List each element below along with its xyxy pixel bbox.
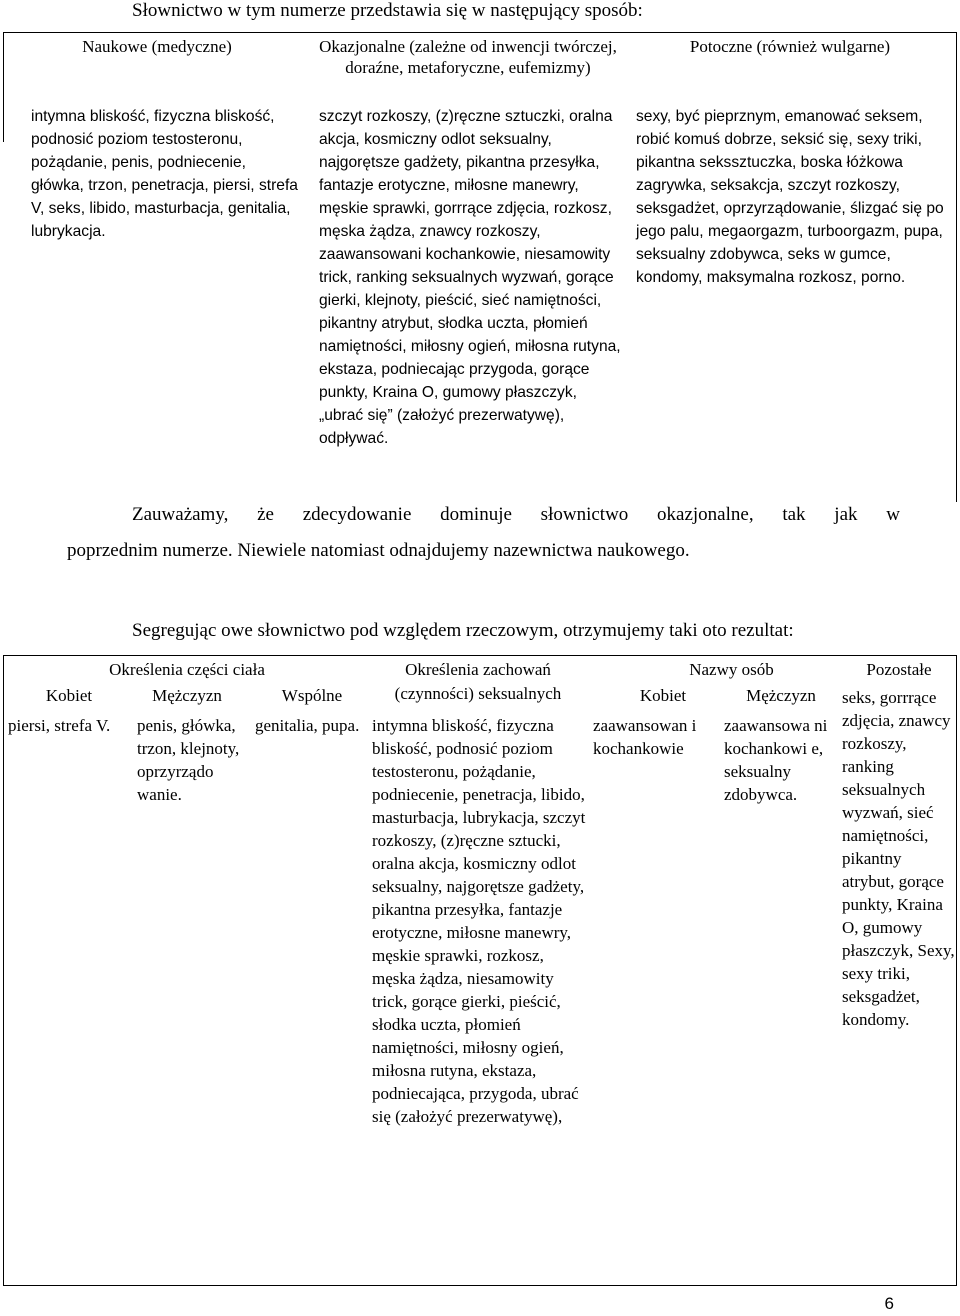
subheader-man-persons: Mężczyzn [746, 686, 816, 705]
subheader-common: Wspólne [281, 686, 343, 705]
behaviors-list: intymna bliskość, fizyczna bliskość, podnosić poziom testosteronu, pożądanie, podniecenie, penetracja, libido, masturbacja, lubrykacja, szczyt rozkoszy, (z)ręczne sztucki, oralna akcja, kosmiczny odlot seksualny, najgorętsze gadżety, pikantna przesyłka, fantazje erotyczne, miłosne manewry, męskie sprawki, rozkosz, męska żądza, niesamowity trick, gorące gierki, pieścić, słodka uczta, płomień namiętności, miłosny ogień, miłosna rutyna, ekstaza, podniecająca, przygoda, ubrać się (założyć prezerwatywę), [372, 716, 586, 1126]
header-body-parts: Określenia części ciała [109, 660, 265, 679]
subheader-woman: Kobiet [45, 686, 93, 705]
occasional-terms: szczyt rozkoszy, (z)ręczne sztuczki, oralna akcja, kosmiczny odlot seksualny, najgorętsze gadżety, pikantna przesyłka, fantazje erotyczne, miłosne manewry, męskie sprawki, gorrrące zdjęcia, rozkosz, męska żądza, znawcy rozkoszy, zaawansowani kochankowie, niesamowity trick, ranking seksualnych wyzwań, gorące gierki, klejnoty, pieścić, sieć namiętności, pikantny atrybut, słodka uczta, płomień namiętności, miłosny ogień, miłosna rutyna, ekstaza, podniecając przygoda, gorące punkty, Kraina O, gumowy płaszczyk, „ubrać się” (założyć prezerwatywę), odpływać. [319, 108, 621, 447]
body-parts-woman: piersi, strefa V. [8, 716, 111, 735]
header-behaviors-1: Określenia zachowań [405, 660, 551, 679]
intro-line: Słownictwo w tym numerze przedstawia się w następujący sposób: [132, 0, 643, 21]
colloquial-terms: sexy, być pieprznym, emanować seksem, robić komuś dobrze, seksić się, sexy triki, pikantna sekssztuczka, boska łóżkowa zagrywka, seksakcja, szczyt rozkoszy, seksgadżet, oprzyrządowanie, ślizgać się po jego palu, megaorgazm, turboorgazm, pupa, seksualny zdobywca, seks w gumce, kondomy, maksymalna rozkosz, porno. [636, 108, 944, 286]
vocabulary-table [3, 32, 957, 502]
persons-man: zaawansowa ni kochankowi e, seksualny zdobywca. [724, 716, 828, 804]
subheader-woman-persons: Kobiet [639, 686, 687, 705]
subheader-man: Mężczyzn [152, 686, 222, 705]
header-behaviors-2: (czynności) seksualnych [394, 684, 562, 703]
header-occasional: Okazjonalne (zależne od inwencji twórczej, doraźne, metaforyczne, eufemizmy) [319, 37, 617, 77]
body-parts-man: penis, główka, trzon, klejnoty, oprzyrządo wanie. [137, 716, 240, 804]
header-colloquial: Potoczne (również wulgarne) [689, 37, 891, 56]
paragraph-line-1: Zauważamy, że zdecydowanie dominuje słownictwo okazjonalne, tak jak w [132, 504, 900, 525]
category-table [3, 655, 957, 1286]
persons-woman: zaawansowan i kochankowie [593, 716, 697, 758]
scientific-terms: intymna bliskość, fizyczna bliskość, podnosić poziom testosteronu, pożądanie, penis, podniecenie, główka, trzon, penetracja, piersi, strefa V, seks, libido, masturbacja, genitalia, lubrykacja. [31, 108, 298, 240]
paragraph-line-2: poprzednim numerze. Niewiele natomiast odnajdujemy nazewnictwa naukowego. [67, 540, 690, 561]
header-persons: Nazwy osób [689, 660, 774, 679]
other-terms: seks, gorrrące zdjęcia, znawcy rozkoszy, ranking seksualnych wyzwań, sieć namiętności, pikantny atrybut, gorące punkty, Kraina O, gumowy płaszczyk, Sexy, sexy triki, seksgadżet, kondomy. [842, 688, 955, 1029]
paragraph-classification: Segregując owe słownictwo pod względem rzeczowym, otrzymujemy taki oto rezultat: [132, 620, 794, 641]
body-parts-common: genitalia, pupa. [255, 716, 360, 735]
header-other: Pozostałe [866, 660, 932, 679]
page-number: 6 [884, 1294, 894, 1313]
header-scientific: Naukowe (medyczne) [82, 37, 232, 56]
